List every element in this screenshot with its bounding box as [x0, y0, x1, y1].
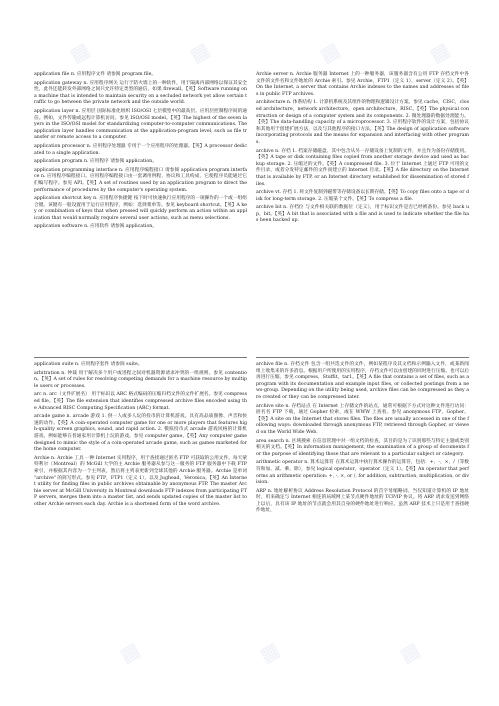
dict-entry: architecture n. 体系结构 1. 计算机系统及其组件的物理和逻辑设计方案。参见 cache，CISC，closed architecture，network architecture，open architecture，RISC。【英】The physical construction or design of a computer system and its components. 2. 微处理器的数据处理能力。【英】The data-handling capacity of a microprocessor. 3. 应用程序软件的设计方案，包括协议和其他用于创建扩展方法，以及与其他程序的接口方法。【英】The design of application software incorporating protocols and the means for expansion and interfacing with other programs. — [256, 100, 469, 145]
dict-entry: arc n. arc（文件扩展名） 用于标识以 ARC 格式编码的压缩归档文件的文件扩展名。参见 compressed file。【英】The file extension that identifies compressed archive files encoded using the Advanced RISC Computing Specification (ARC) format. — [34, 392, 247, 411]
dict-entry: arbitration n. 仲裁 用于解决多个用户或进程之间对机器资源请求冲突的一组规则。参见 contention。【英】A set of rules for resolving competing demands for a machine resource by multiple users or processes. — [34, 370, 247, 389]
dict-entry: application layer n. 应用层 国际标准化组织 ISO/OSI 七层模型中的最高层。应用层控制程序间的通信。例如，文件传输或远程计算机访问。参见 ISO/OSI model。【英】The highest of the seven layers in the ISO/OSI model for standardizing computer-to-computer communications. The application layer handles communication at the application-program level, such as file transfer or remote access to a computer. — [34, 108, 247, 141]
dict-entry: Archie server n. Archie 服务器 Internet 上的一种服务器，该服务器含有公用 FTP 存档文件中各文件的文件名和文件地址的 Archie 索引。参见 Archie，FTP1（定义 1），server（定义 2）。【英】On the Internet, a server that contains Archie indexes to the names and addresses of files in public FTP archives. — [256, 72, 469, 97]
left-column-bottom — [34, 362, 247, 510]
dict-entry: archive file n. 存档文件 包含一组共选文件的文件，例如某程序及其文档和示例输入文件，或某新闻组上收集来的许多消息。根据用户所使用的实用程序，存档文件可以由创建的同时进行压缩。也可以后再进行压缩。参见 compress，Stuffit，tar1。【英】A file that contains a set of files, such as a program with its documentation and example input files, or collected postings from a news-group. Depending on the utility being used, archive files can be compressed as they are created or they can be compressed later. — [256, 362, 469, 400]
watermark: ▦ — [65, 36, 94, 68]
section-divider — [256, 357, 469, 358]
dict-entry: arcade game n. arcade 游戏 1. 供一人或多人玩的投币的计算机游戏，具有高品质图像、声音和快速的动作。【英】A coin-operated computer game for one or more players that features high-quality screen graphics, sound, and rapid action. 2. 模拟投币式 arcade 游戏风格的计算机游戏，例如能够在普通家用计算机上玩的游戏。参见 computer game。【英】Any computer game designed to mimic the style of a coin-operated arcade game, such as games marketed for the home computer. — [34, 414, 247, 453]
section-divider — [34, 357, 247, 358]
dict-entry: application suite n. 应用程序套件 请参阅 suite。 — [34, 362, 143, 367]
dict-entry: application file n. 应用程序文件 请参阅 program file。 — [34, 72, 157, 77]
dict-entry: archive n. 存档 1. 档案存储磁盘、其中包含从另一存储设备上复制的文件，并且作为备份存储使用。【英】A tape or disk containing files copied from another storage device and used as backup storage. 2. 压缩过的文件。【英】A compressed file. 3. 位于 Internet 上通过 FTP 可用的文件目录，或者分发特定邮件的文件而建立的 Internet 目录。【英】A file directory on the Internet that is available by FTP, or an Internet directory established for dissemination of stored files. — [256, 148, 469, 187]
dict-entry: archive site n. 存档站点 在 Internet 上存储文件的站点，通常可根据下方式对这种文件进行访问：匿名名 FTP 下载，通过 Gopher 检索，或在 WWW 上查看。参见 anonymous FTP，Gopher。【英】A site on the Internet that stores files. The files are usually accessed in one of the following ways: downloaded through anonymous FTP, retrieved through Gopher, or viewed on the World Wide Web. — [256, 403, 469, 435]
dict-entry: Archie n. Archie 工具 一种 Internet 实用程序，用于查找通过匿名 FTP 可获取的公用文件。每天蒙特利尔（Montreal）的 McGill 大学的主 Archie 服务器从参与这一服务的 FTP 服务器中下载 FTP 索引，并根据其内容为一个主列表，然后将主列表更新到全球其他的 Archie 服务器。Archie 是单词 "archive" 的简写形式。参见 FTP，FTP1（定义 1），以及 Jughead，Veronica。【英】An Internet utility for finding files in public archives obtainable by anonymous FTP. The master Archie server at McGill University in Montreal downloads FTP indexes from participating FTP servers, merges them into a master list, and sends updated copies of the master list to other Archie servers each day. Archie is a shortened form of the word archive. — [34, 455, 247, 507]
watermark: ▦ — [395, 636, 424, 668]
dict-entry: application processor n. 应用程序处理器 专用于一个应用程序的处理器。【英】A processor dedicated to a single application. — [34, 143, 248, 156]
dict-entry: application gateway n. 应用程序网关 运行于防火墙上的一种软件，用于隔离内部网络以保证其安全性，此外还能转发外部网络之间只允许特定类型的通信，如果 firewall。【英】Software running on a machine that is intended to maintain security on a secluded network yet allow certain traffic to go between the private network and the outside world. — [34, 80, 247, 106]
left-column-top — [34, 72, 247, 233]
watermark: ▦ — [425, 36, 454, 68]
dict-entry: area search n. 区域搜索 在信息管理中对一组文档的检查，其目的是为了识别那些与特定主题或类别相关的文档。【英】In information management, the examination of a group of documents for the purpose of identifying those that are relevant to a particular subject or category. — [256, 438, 469, 457]
dict-entry: archive bit n. 存档位 与文件相关联的数据位（定义），用于标识文件是否已经被备份。参见 back up，bit。【英】A bit that is associated with a file and is used to indicate whether the file has been backed up. — [256, 205, 469, 224]
watermark: ▦ — [185, 36, 214, 68]
watermark: ▦ — [115, 636, 144, 668]
dict-entry: arithmetic operator n. 算术运算符 在算术运算中执行算术操作的运算符，包括：+、-、×、/（等数符和加、减、乘、除），参见 logical operator，operator（定义 1）。【英】An operator that performs an arithmetic operation: +, -, ×, or /, for addition, subtraction, multiplication, or division. — [256, 460, 469, 486]
dict-entry: application software n. 应用软件 请参阅 application。 — [34, 224, 158, 230]
watermark: ▦ — [255, 636, 284, 668]
dict-entry: ARP n. 地址解析协议 Address Resolution Protocol 的首字母缩略词。当仅知道计算机的 IP 地址时，用来确定与 Internet 相连的局域网上某节点硬件地址的 TCP/IP 协议。将 ARP 请求发送到网络上以后，具有该 IP 地址的节点就会用其自身的硬件地址进行响应。虽然 ARP 技术上只是用于查找硬件地址， — [256, 488, 469, 514]
dict-entry: archive vt. 存档 1. 将文件复制到磁带等存储设备以长期存储。【英】To copy files onto a tape or disk for long-term storage. 2. 压缩某个文件。【英】To compress a file. — [256, 190, 469, 202]
dict-entry: application programming interface n. 应用程序编程接口 请参阅 application program interface n. 应用程序编程接口。应用程序编程接口由一套调用例程、协议和工具构成，它使程序员能通过它们编写程序。参见 API。【英】A set of routines used by an application program to direct the performance of procedures by the computer's operating system. — [34, 167, 247, 193]
right-column-bottom — [256, 362, 469, 517]
right-column-top — [256, 72, 469, 227]
dict-entry: application program n. 应用程序 请参阅 application。 — [34, 159, 157, 165]
watermark: ▦ — [315, 36, 344, 68]
dict-entry: application shortcut key n. 应用程序快捷键 按下时可快速执行应用程序的一项操作的一个或一组组合键。该键有一般设置用于运行应用程序，例如：选择菜单等。参见 keyboard shortcut。【英】A key or combination of keys that when pressed will quickly perform an action within an application that would normally require several user actions, such as menu selections. — [34, 196, 247, 221]
